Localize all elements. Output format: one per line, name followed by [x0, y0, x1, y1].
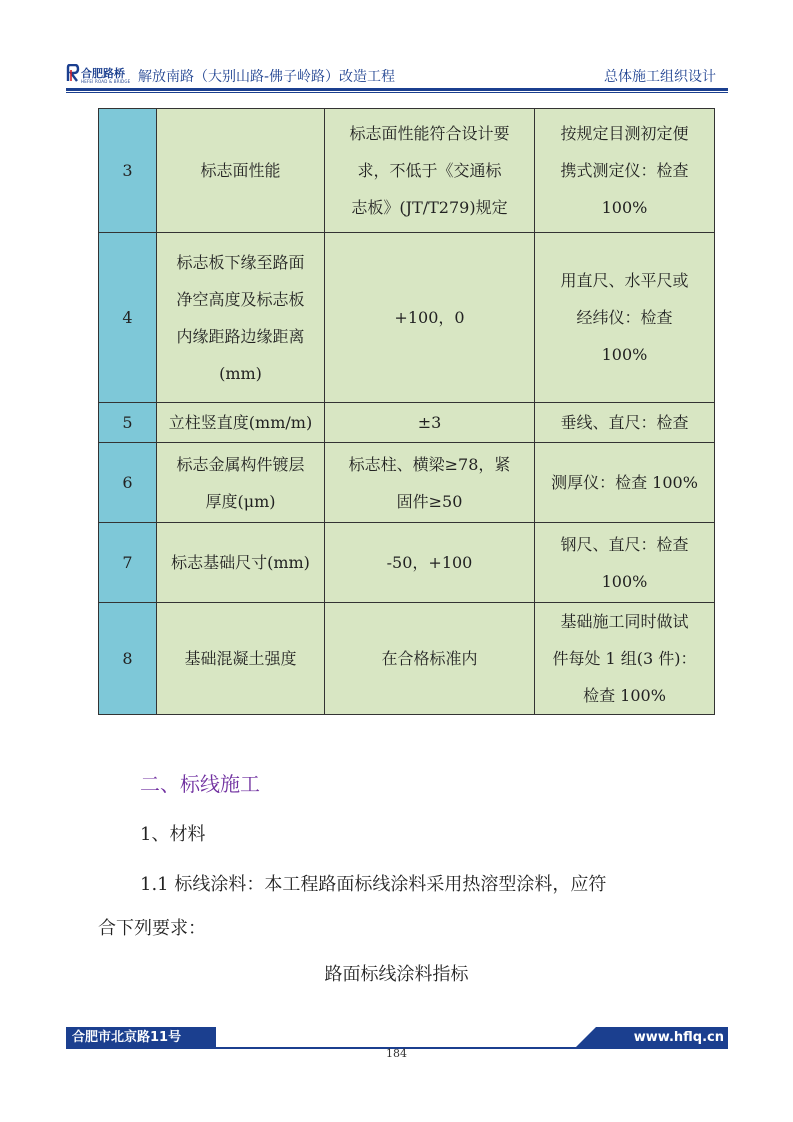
row-number: 4 — [99, 233, 157, 403]
check-method-line: 100% — [601, 198, 648, 217]
table-caption: 路面标线涂料指标 — [324, 964, 469, 985]
table-row — [99, 443, 715, 523]
required-value-line: 志板》(JT/T279)规定 — [351, 198, 508, 217]
check-method — [535, 523, 715, 603]
footer-address: 合肥市北京路11号 — [66, 1027, 216, 1049]
check-method — [535, 109, 715, 233]
paragraph-paint-line2: 合下列要求： — [98, 918, 206, 939]
required-value-line: ±3 — [417, 413, 442, 432]
required-value — [325, 109, 535, 233]
row-number: 3 — [99, 109, 157, 233]
check-method-line: 基础施工同时做试 — [560, 612, 689, 631]
required-value-line: 在合格标准内 — [381, 649, 478, 668]
paragraph-materials: 1、材料 — [140, 824, 206, 845]
check-item — [157, 233, 325, 403]
table-row — [99, 403, 715, 443]
table-row — [99, 523, 715, 603]
footer-slant-shape — [576, 1027, 610, 1049]
check-method-line: 垂线、直尺：检查 — [560, 413, 689, 432]
required-value — [325, 523, 535, 603]
check-method — [535, 603, 715, 715]
required-value — [325, 233, 535, 403]
required-value — [325, 443, 535, 523]
paragraph-paint-line1: 1.1 标线涂料：本工程路面标线涂料采用热溶型涂料，应符 — [140, 874, 607, 895]
check-item — [157, 603, 325, 715]
document-section: 总体施工组织设计 — [604, 69, 716, 85]
section-title: 二、标线施工 — [140, 772, 260, 796]
check-method-line: 经纬仪：检查 — [576, 308, 673, 327]
table-row — [99, 603, 715, 715]
check-method — [535, 233, 715, 403]
required-value — [325, 603, 535, 715]
required-value-line: -50，+100 — [386, 553, 473, 572]
required-value-line: 标志柱、横梁≥78，紧 — [348, 454, 511, 474]
required-value-line: 求，不低于《交通标 — [357, 161, 502, 180]
check-method-line: 按规定目测初定便 — [560, 124, 689, 143]
row-number: 5 — [99, 403, 157, 443]
logo-mark-icon — [66, 64, 80, 82]
check-item — [157, 403, 325, 443]
check-item-line: 净空高度及标志板 — [176, 289, 305, 309]
check-method-line: 100% — [601, 571, 648, 591]
check-item-line: 标志金属构件镀层 — [176, 454, 305, 474]
check-method-line: 用直尺、水平尺或 — [560, 271, 689, 290]
check-method — [535, 443, 715, 523]
required-value-line: 固件≥50 — [396, 491, 463, 511]
required-value-line: 标志面性能符合设计要 — [349, 124, 510, 143]
header-rule-thin — [66, 92, 728, 93]
page-number: 184 — [386, 1047, 407, 1060]
table-row — [99, 233, 715, 403]
row-number: 6 — [99, 443, 157, 523]
page-footer — [66, 1027, 728, 1049]
check-item — [157, 523, 325, 603]
check-item-line: 厚度(μm) — [205, 491, 276, 511]
check-item-line: 标志基础尺寸(mm) — [171, 553, 310, 572]
company-logo — [66, 64, 131, 90]
check-method-line: 100% — [601, 345, 648, 364]
check-item-line: 基础混凝土强度 — [184, 649, 297, 668]
logo-subtext: HEFEI ROAD & BRIDGE — [81, 79, 131, 84]
check-method-line: 检查 100% — [583, 686, 666, 705]
check-item-line: (mm) — [219, 363, 262, 383]
check-item — [157, 443, 325, 523]
check-method — [535, 403, 715, 443]
page-header — [66, 62, 728, 92]
row-number: 7 — [99, 523, 157, 603]
check-item-line: 立柱竖直度(mm/m) — [168, 413, 313, 432]
check-item-line: 标志面性能 — [200, 161, 281, 180]
header-rule — [66, 88, 728, 91]
required-value-line: +100，0 — [394, 308, 465, 327]
logo-text: 合肥路桥 — [81, 67, 125, 80]
check-method-line: 携式测定仪：检查 — [560, 161, 689, 180]
check-method-line: 钢尺、直尺：检查 — [560, 534, 689, 554]
footer-website: www.hflq.cn — [608, 1027, 728, 1049]
inspection-table — [98, 108, 715, 715]
check-item-line: 内缘距路边缘距离 — [176, 326, 305, 346]
check-item — [157, 109, 325, 233]
document-title: 解放南路（大别山路-佛子岭路）改造工程 — [138, 69, 396, 85]
check-method-line: 测厚仪：检查 100% — [551, 473, 698, 492]
check-item-line: 标志板下缘至路面 — [176, 252, 305, 272]
table-row — [99, 109, 715, 233]
row-number: 8 — [99, 603, 157, 715]
check-method-line: 件每处 1 组(3 件)： — [552, 649, 697, 668]
required-value — [325, 403, 535, 443]
